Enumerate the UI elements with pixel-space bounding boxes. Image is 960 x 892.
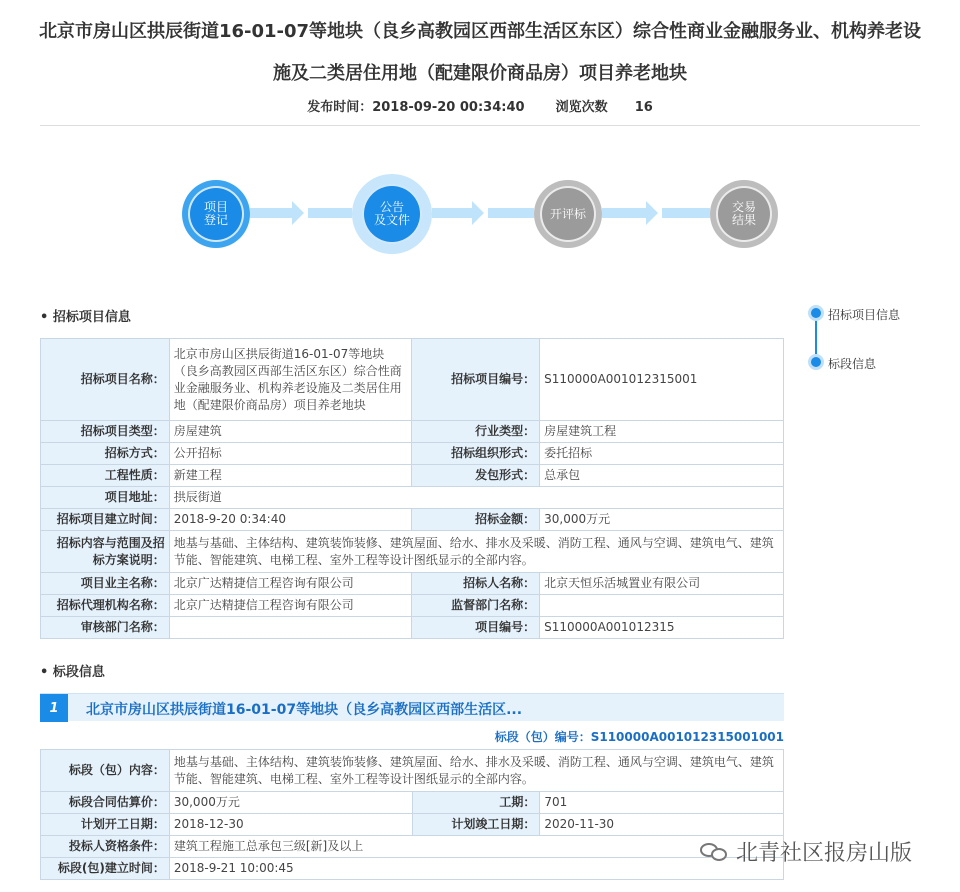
field-label: 项目业主名称： [41, 573, 170, 595]
field-value: S110000A001012315001 [540, 339, 784, 421]
progress-connector [602, 208, 646, 218]
field-label: 招标金额： [412, 509, 540, 531]
publish-time: 2018-09-20 00:34:40 [372, 100, 525, 115]
field-value: 北京广达精捷信工程咨询有限公司 [169, 595, 412, 617]
arrow-right-icon [292, 201, 304, 225]
table-row [41, 531, 784, 573]
table-row [41, 750, 784, 792]
table-row [41, 792, 784, 814]
publish-meta [0, 96, 960, 115]
field-label: 行业类型： [412, 421, 540, 443]
field-value: 拱辰街道 [169, 487, 783, 509]
field-label: 标段（包）内容： [41, 750, 170, 792]
progress-connector [308, 208, 352, 218]
table-row [41, 573, 784, 595]
table-row [41, 836, 784, 858]
field-label: 审核部门名称： [41, 617, 170, 639]
field-value: 北京广达精捷信工程咨询有限公司 [169, 573, 412, 595]
field-label: 标段合同估算价： [41, 792, 170, 814]
field-value: 北京市房山区拱辰街道16-01-07等地块（良乡高教园区西部生活区东区）综合性商业金融服务业、机构养老设施及二类居住用地（配建限价商品房）项目养老地块 [169, 339, 412, 421]
field-label: 投标人资格条件： [41, 836, 170, 858]
header-divider [40, 125, 920, 126]
field-value: 北京天恒乐活城置业有限公司 [540, 573, 784, 595]
field-value: 建筑工程施工总承包三级[新]及以上 [169, 836, 783, 858]
step-bid-opening[interactable] [534, 180, 602, 248]
field-value: 地基与基础、主体结构、建筑装饰装修、建筑屋面、给水、排水及采暖、消防工程、通风与空调、建筑电气、建筑节能、智能建筑、电梯工程、室外工程等设计图纸显示的全部内容。 [169, 750, 783, 792]
watermark [700, 836, 912, 867]
step-transaction-result[interactable] [710, 180, 778, 248]
arrow-right-icon [646, 201, 658, 225]
field-value: 地基与基础、主体结构、建筑装饰装修、建筑屋面、给水、排水及采暖、消防工程、通风与空调、建筑电气、建筑节能、智能建筑、电梯工程、室外工程等设计图纸显示的全部内容。 [169, 531, 783, 573]
side-nav-item-lot-info[interactable]: 标段信息 [828, 357, 877, 371]
lot-title[interactable]: 北京市房山区拱辰街道16-01-07等地块（良乡高教园区西部生活区... [86, 702, 523, 718]
field-label: 发包形式： [412, 465, 540, 487]
field-label: 招标组织形式： [412, 443, 540, 465]
step-announcement-documents[interactable] [352, 174, 432, 254]
field-label: 招标人名称： [412, 573, 540, 595]
field-label: 招标项目名称： [41, 339, 170, 421]
table-row [41, 487, 784, 509]
field-value: 新建工程 [169, 465, 412, 487]
step-label: 交易 [731, 200, 756, 214]
field-value: 总承包 [540, 465, 784, 487]
table-row [41, 509, 784, 531]
field-value [540, 595, 784, 617]
project-number-link[interactable]: S110000A001012315 [540, 617, 784, 639]
table-row [41, 617, 784, 639]
section-heading-lot-info: • 标段信息 [40, 665, 105, 680]
field-label: 招标内容与范围及招标方案说明： [41, 531, 170, 573]
watermark-text: 北青社区报房山版 [736, 841, 913, 866]
table-row [41, 814, 784, 836]
project-info-table [40, 338, 784, 639]
field-value: 30,000万元 [540, 509, 784, 531]
step-label: 项目 [203, 200, 228, 214]
field-label: 工期： [412, 792, 540, 814]
field-value: 房屋建筑工程 [540, 421, 784, 443]
title-line-2: 施及二类居住用地（配建限价商品房）项目养老地块 [273, 63, 687, 84]
lot-code-label: 标段（包）编号： [494, 730, 591, 744]
field-label: 招标代理机构名称： [41, 595, 170, 617]
field-label: 招标项目编号： [412, 339, 540, 421]
step-label: 公告 [379, 200, 404, 214]
field-label: 项目地址： [41, 487, 170, 509]
field-value: 房屋建筑 [169, 421, 412, 443]
field-label: 项目编号： [412, 617, 540, 639]
lot-code-value: S110000A001012315001001 [590, 730, 784, 744]
lot-info-table [40, 749, 784, 880]
field-label: 工程性质： [41, 465, 170, 487]
progress-connector [250, 208, 292, 218]
dot-icon[interactable] [808, 305, 824, 321]
side-nav-item-project-info[interactable]: 招标项目信息 [828, 308, 901, 322]
field-value: 委托招标 [540, 443, 784, 465]
lot-header[interactable] [40, 693, 784, 721]
page-title [0, 12, 960, 94]
field-label: 招标项目类型： [41, 421, 170, 443]
field-label: 计划竣工日期： [412, 814, 540, 836]
field-value: 701 [540, 792, 784, 814]
dot-icon[interactable] [808, 354, 824, 370]
field-value [169, 617, 412, 639]
views-label: 浏览次数 [555, 100, 608, 115]
publish-label: 发布时间： [307, 100, 373, 115]
progress-connector [662, 208, 710, 218]
field-label: 计划开工日期： [41, 814, 170, 836]
table-row [41, 595, 784, 617]
field-label: 招标项目建立时间： [41, 509, 170, 531]
field-value: 30,000万元 [169, 792, 412, 814]
wechat-icon [700, 841, 730, 863]
field-value: 2018-9-20 0:34:40 [169, 509, 412, 531]
step-label: 开评标 [549, 206, 586, 221]
lot-code [495, 728, 784, 745]
table-row [41, 465, 784, 487]
table-row [41, 339, 784, 421]
field-value: 2020-11-30 [540, 814, 784, 836]
table-row [41, 421, 784, 443]
title-line-1: 北京市房山区拱辰街道16-01-07等地块（良乡高教园区西部生活区东区）综合性商业金融服务业、机构养老设 [38, 21, 922, 42]
step-label: 及文件 [373, 213, 410, 227]
arrow-right-icon [472, 201, 484, 225]
field-value: 公开招标 [169, 443, 412, 465]
table-row [41, 858, 784, 880]
field-label: 招标方式： [41, 443, 170, 465]
views-count: 16 [634, 100, 653, 115]
field-value: 2018-9-21 10:00:45 [169, 858, 783, 880]
progress-connector [432, 208, 472, 218]
lot-index-badge: 1 [40, 694, 68, 722]
step-label: 结果 [731, 213, 756, 227]
section-heading-project-info: • 招标项目信息 [40, 310, 131, 325]
step-label: 登记 [203, 213, 228, 227]
progress-connector [488, 208, 534, 218]
field-label: 监督部门名称： [412, 595, 540, 617]
field-value: 2018-12-30 [169, 814, 412, 836]
table-row [41, 443, 784, 465]
step-project-registration[interactable] [182, 180, 250, 248]
field-label: 标段(包)建立时间： [41, 858, 170, 880]
